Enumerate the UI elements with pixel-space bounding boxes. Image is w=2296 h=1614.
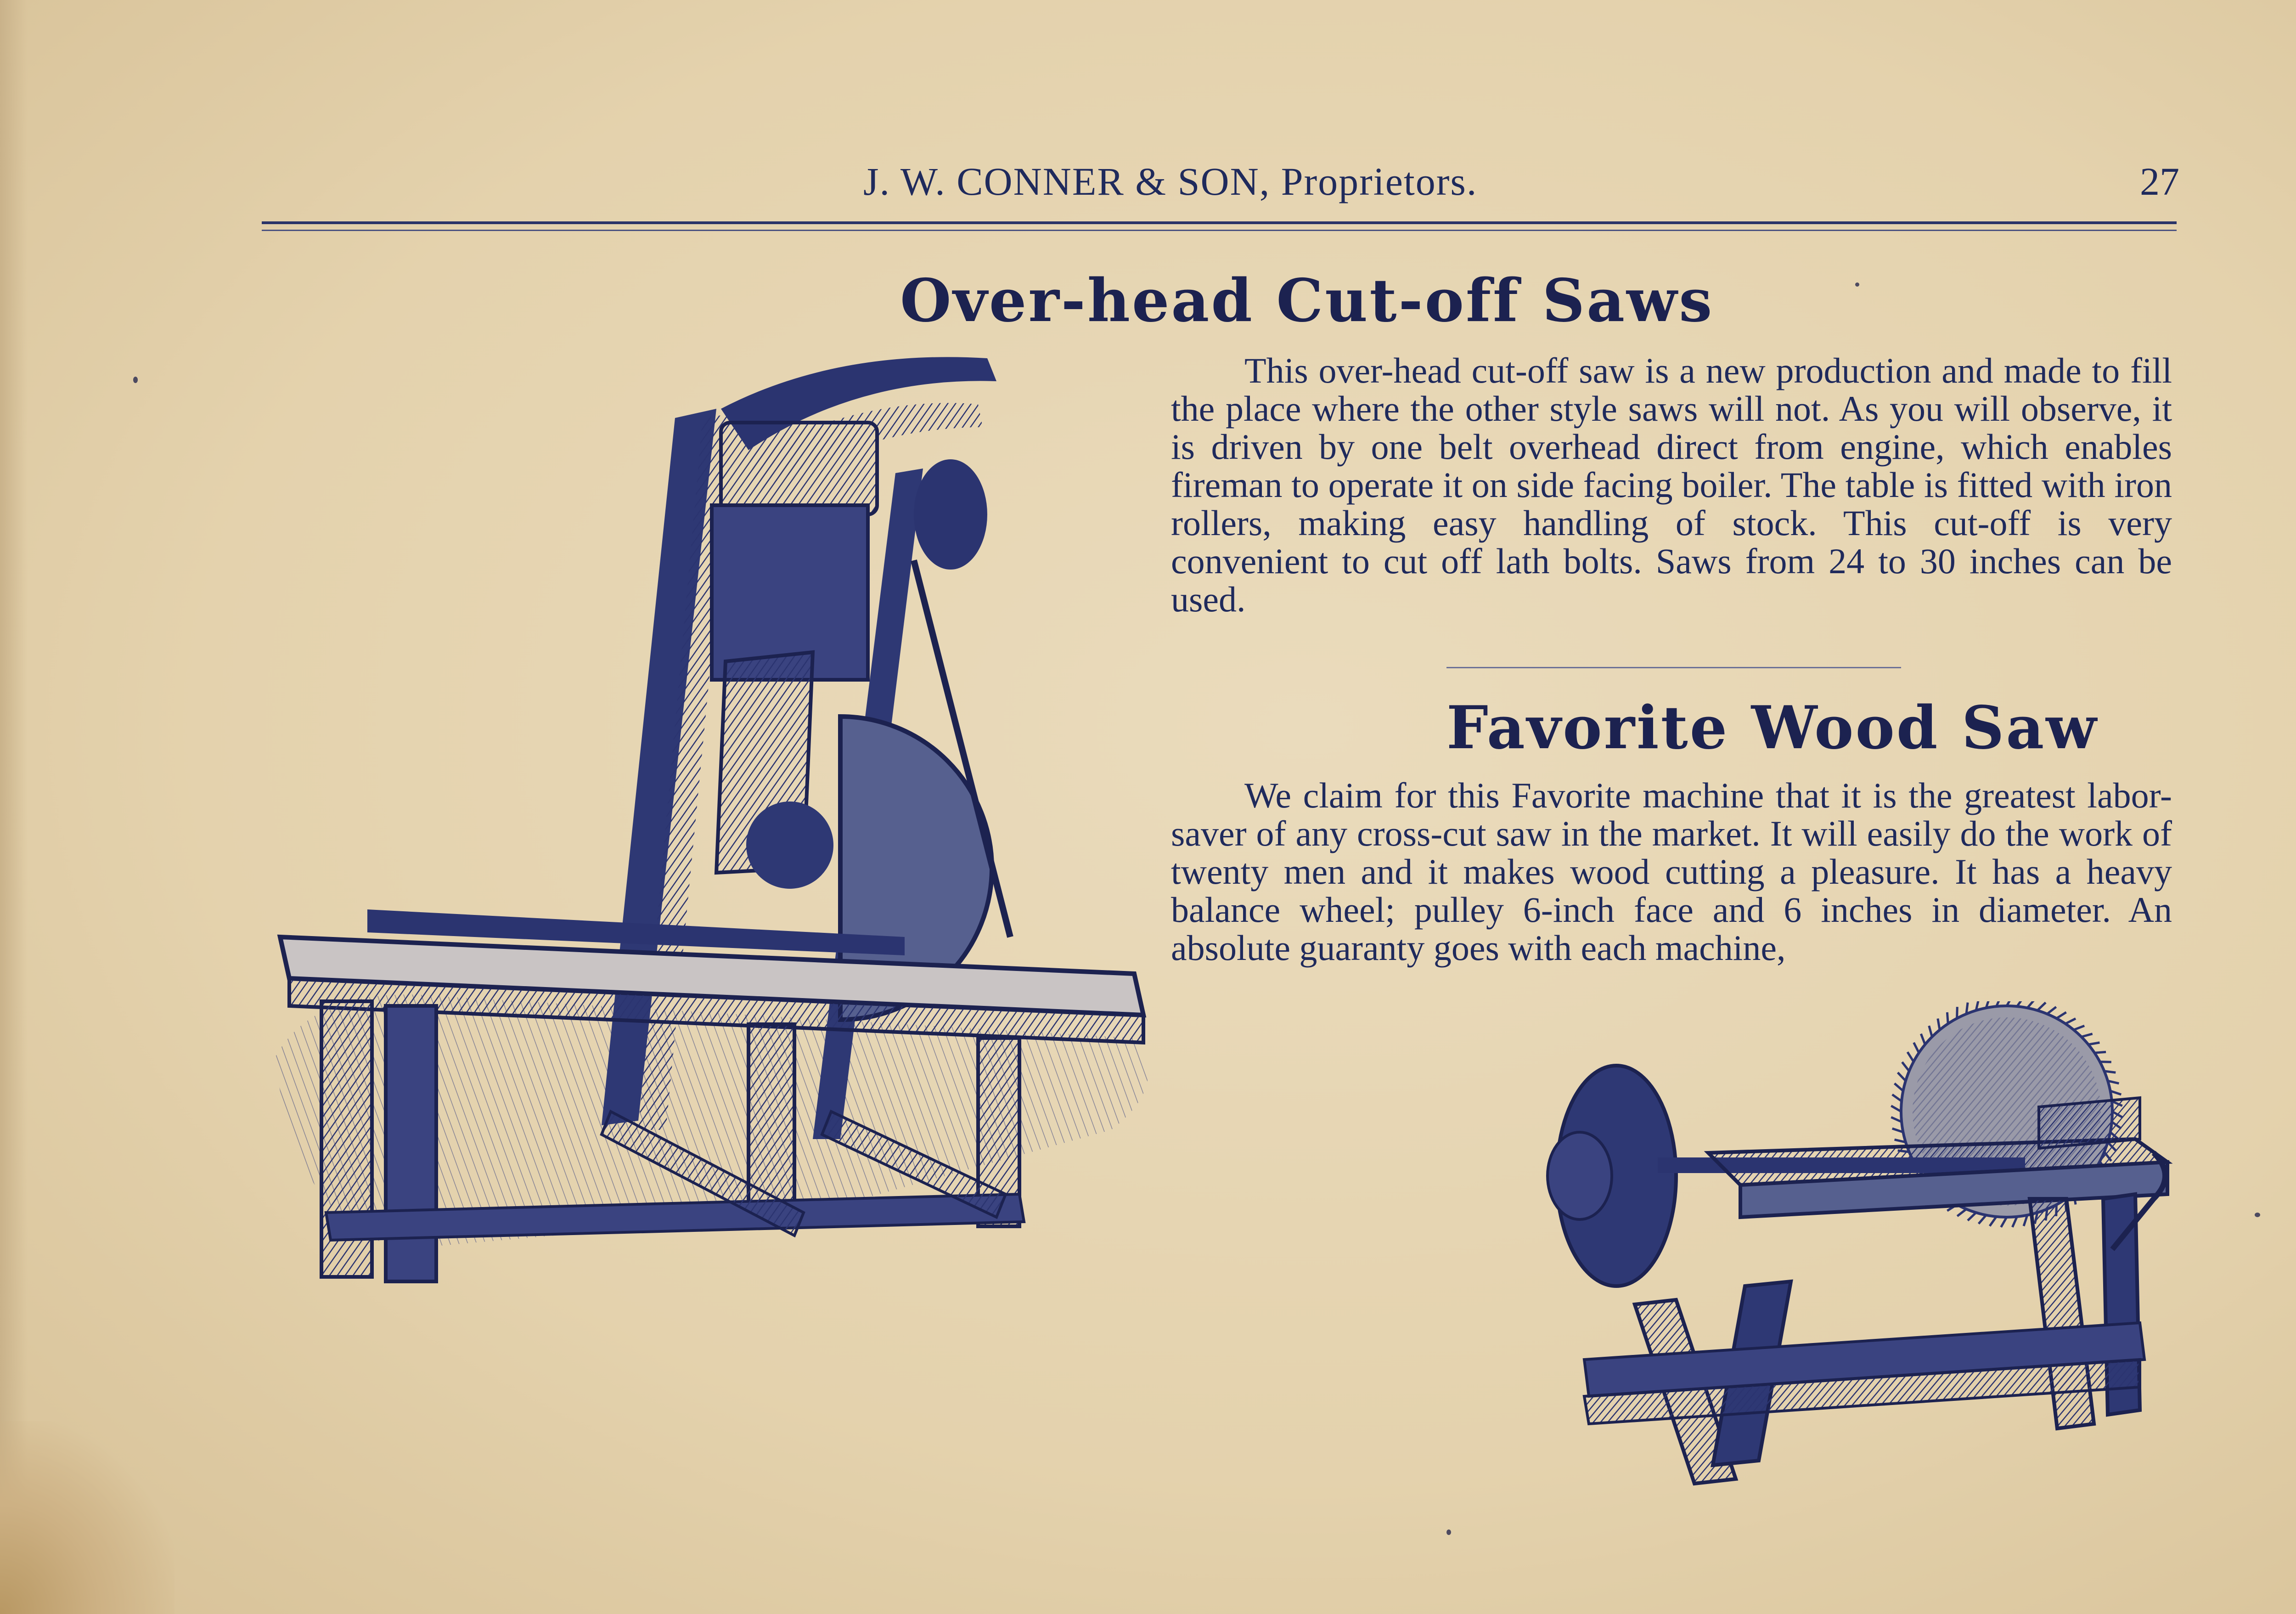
header-rule-thin (262, 230, 2177, 231)
section-divider (1446, 667, 1901, 668)
overhead-cutoff-saw-illustration (262, 340, 1171, 1295)
paper-speck (1855, 282, 1859, 287)
paper-speck (1446, 1529, 1451, 1535)
header-rule (262, 221, 2177, 224)
section-body-overhead-saws: This over-head cut-off saw is a new production and made to fill the place where the other style saws will not. As you will observe, it is driven by one belt overhead direct from engine, which enables fireman to operate it on side facing boiler. The table is fitted with iron rollers, making easy handling of stock. This cut-off is very convenient to cut off lath bolts. Saws from 24 to 30 inches can be used. (1171, 350, 2172, 619)
paper-speck (2255, 1213, 2260, 1217)
running-head: J. W. CONNER & SON, Proprietors. (863, 159, 1478, 203)
section-body-favorite-wood-saw: We claim for this Favorite machine that it is the greatest labor-saver of any cross-cut saw in the market. It will easily do the work of twenty men and it makes wood cutting a pleasure. It has a heavy balance wheel; pulley 6-inch face and 6 inches in diameter. An absolute guaranty goes with each machine, (1171, 775, 2172, 968)
binding-shadow (0, 0, 28, 1614)
paper-stain (0, 1421, 174, 1614)
paper-speck (133, 377, 138, 383)
section-title-overhead-saws: Over-head Cut-off Saws (900, 266, 1714, 335)
favorite-wood-saw-illustration (1543, 1001, 2177, 1516)
section-title-favorite-wood-saw: Favorite Wood Saw (1446, 694, 2099, 762)
page-number: 27 (2140, 159, 2179, 203)
